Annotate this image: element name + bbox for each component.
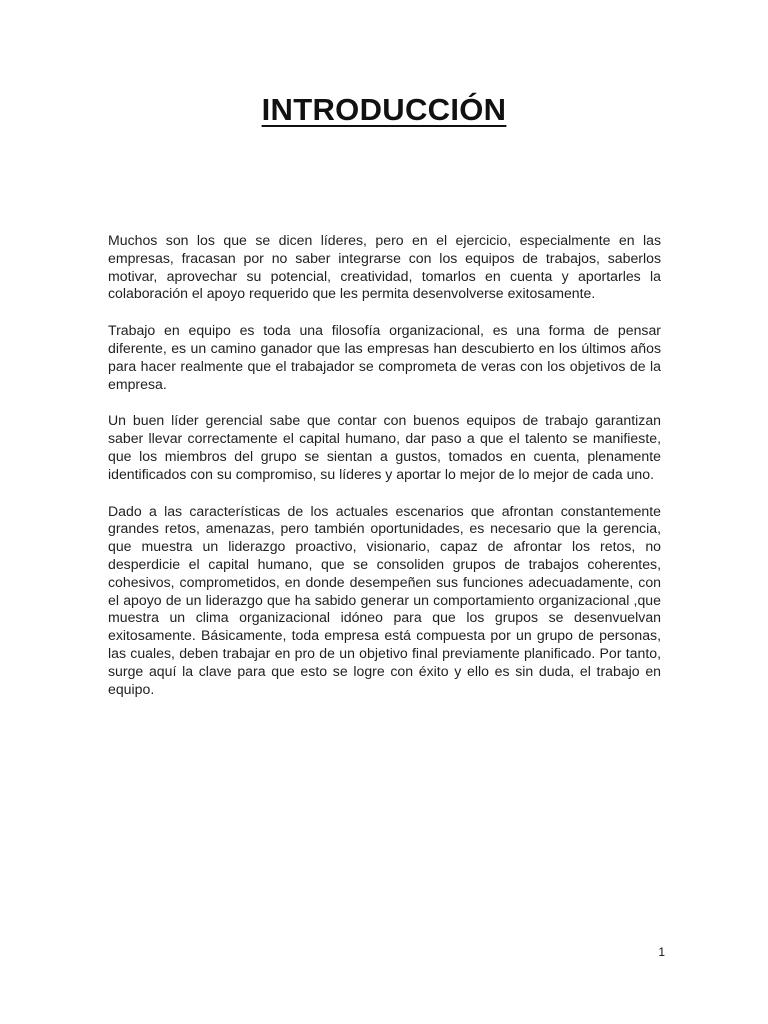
paragraph-4: Dado a las características de los actuales escenarios que afrontan constantemente grandes retos, amenazas, pero también oportunidades, es necesario que la gerencia, que muestra un liderazgo proactivo, visionario, capaz de afrontar los retos, no desperdicie el capital humano, que se consoliden grupos de trabajos coherentes, cohesivos, comprometidos, en donde desempeñen sus funciones adecuadamente, con el apoyo de un liderazgo que ha sabido generar un comportamiento organizacional ,que muestra un clima organizacional idóneo para que los grupos se desenvuelvan exitosamente. Básicamente, toda empresa está compuesta por un grupo de personas, las cuales, deben trabajar en pro de un objetivo final previamente planificado. Por tanto, surge aquí la clave para que esto se logre con éxito y ello es sin duda, el trabajo en equipo. xyxy=(108,502,661,697)
page-title-text: INTRODUCCIÓN xyxy=(261,92,507,127)
page-title xyxy=(0,92,768,128)
document-body xyxy=(108,232,661,717)
paragraph-2: Trabajo en equipo es toda una filosofía organizacional, es una forma de pensar diferente, es un camino ganador que las empresas han descubierto en los últimos años para hacer realmente que el trabajador se comprometa de veras con los objetivos de la empresa. xyxy=(108,322,661,392)
page-number: 1 xyxy=(658,945,665,959)
paragraph-3: Un buen líder gerencial sabe que contar con buenos equipos de trabajo garantizan saber llevar correctamente el capital humano, dar paso a que el talento se manifieste, que los miembros del grupo se sientan a gustos, tomados en cuenta, plenamente identificados con su compromiso, su líderes y aportar lo mejor de lo mejor de cada uno. xyxy=(108,412,661,482)
paragraph-1: Muchos son los que se dicen líderes, pero en el ejercicio, especialmente en las empresas, fracasan por no saber integrarse con los equipos de trabajos, saberlos motivar, aprovechar su potencial, creatividad, tomarlos en cuenta y aportarles la colaboración el apoyo requerido que les permita desenvolverse exitosamente. xyxy=(108,232,661,302)
